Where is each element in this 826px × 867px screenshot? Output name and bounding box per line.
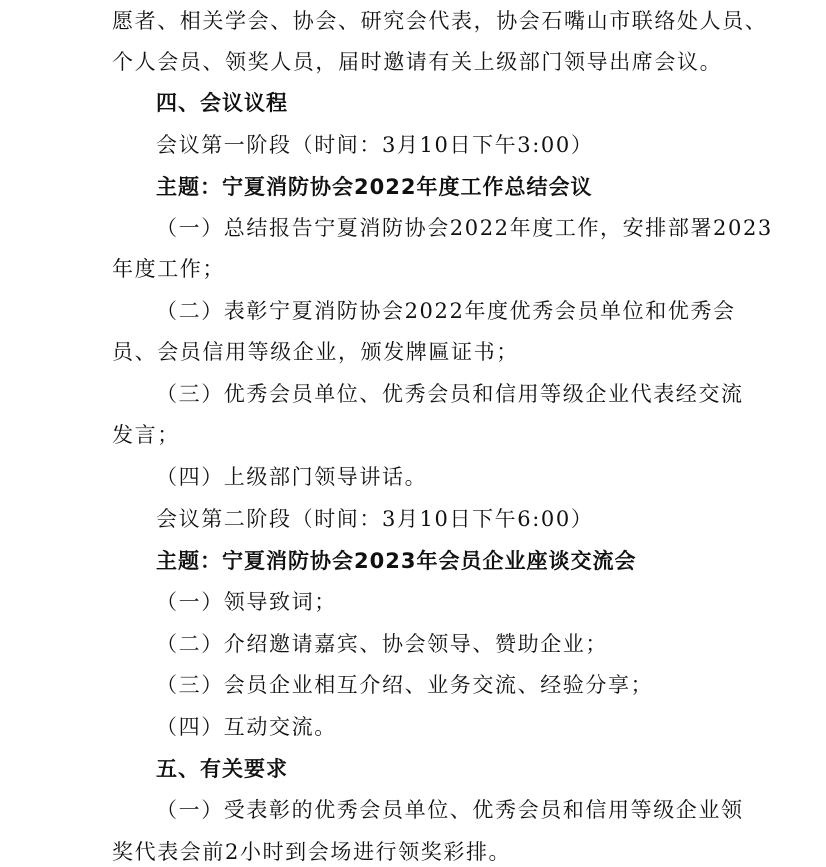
text-line-item-1-1: （一）总结报告宁夏消防协会2022年度工作，安排部署2023 (156, 216, 773, 240)
text-line-req-1-cont: 奖代表会前2小时到会场进行领奖彩排。 (112, 840, 512, 864)
text-line-item-2-3: （三）会员企业相互介绍、业务交流、经验分享； (156, 673, 654, 697)
text-line-item-1-3: （三）优秀会员单位、优秀会员和信用等级企业代表经交流 (156, 382, 744, 406)
text-line-item-2-4: （四）互动交流。 (156, 715, 337, 739)
text-line-stage-two: 会议第二阶段（时间：3月10日下午6:00） (156, 507, 594, 531)
text-line-item-1-3-cont: 发言； (112, 423, 180, 447)
text-line-item-2-2: （二）介绍邀请嘉宾、协会领导、赞助企业； (156, 632, 608, 656)
text-line-2: 个人会员、领奖人员，届时邀请有关上级部门领导出席会议。 (112, 50, 723, 74)
text-line-1: 愿者、相关学会、协会、研究会代表，协会石嘴山市联络处人员、 (112, 9, 768, 33)
section-heading-agenda: 四、会议议程 (156, 91, 288, 115)
text-line-item-1-2-cont: 员、会员信用等级企业，颁发牌匾证书； (112, 340, 519, 364)
text-line-item-2-1: （一）领导致词； (156, 590, 337, 614)
text-line-req-1: （一）受表彰的优秀会员单位、优秀会员和信用等级企业领 (156, 798, 744, 822)
section-heading-requirements: 五、有关要求 (156, 757, 288, 781)
text-line-item-1-4: （四）上级部门领导讲话。 (156, 465, 428, 489)
text-line-item-1-2: （二）表彰宁夏消防协会2022年度优秀会员单位和优秀会 (156, 299, 736, 323)
text-line-item-1-1-cont: 年度工作； (112, 257, 225, 281)
theme-heading-one: 主题：宁夏消防协会2022年度工作总结会议 (156, 175, 593, 199)
theme-heading-two: 主题：宁夏消防协会2023年会员企业座谈交流会 (156, 549, 637, 573)
text-line-stage-one: 会议第一阶段（时间：3月10日下午3:00） (156, 133, 594, 157)
